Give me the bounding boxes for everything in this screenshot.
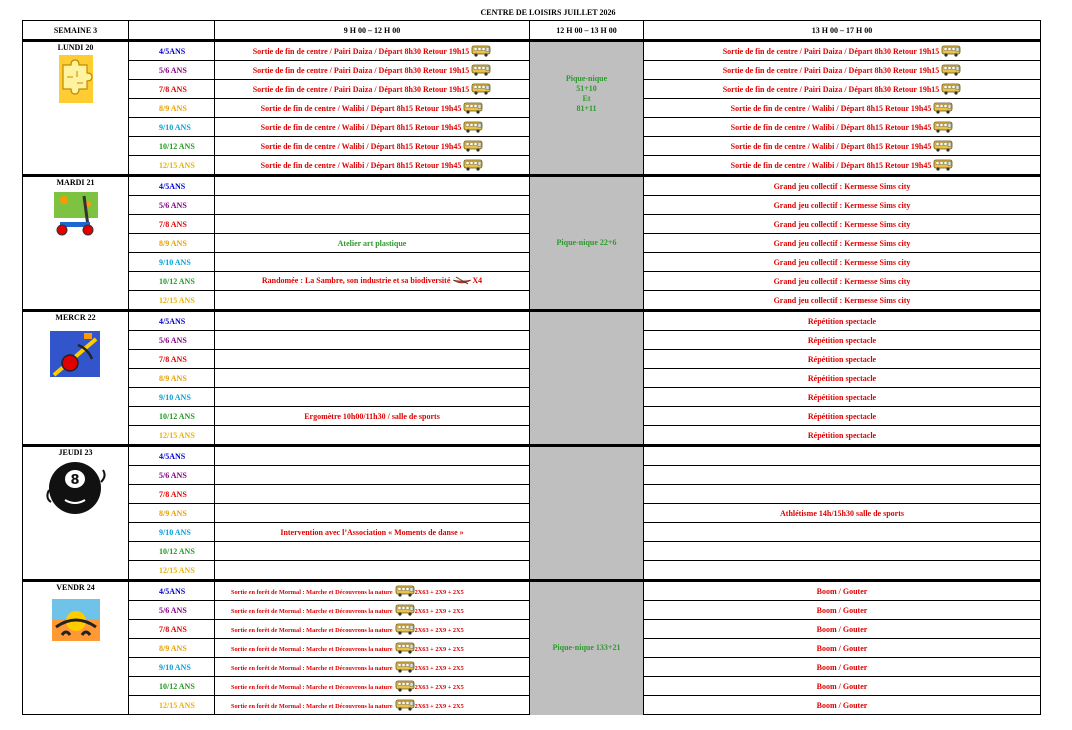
age-group-label: 8/9 ANS xyxy=(129,234,215,253)
morning-activity-text: Sortie en forêt de Mormal : Marche et Découvrons la nature xyxy=(231,608,393,615)
age-group-label: 5/6 ANS xyxy=(129,196,215,215)
morning-activity-text: Ergomètre 10h00/11h30 / salle de sports xyxy=(304,411,440,421)
afternoon-activity xyxy=(644,407,1041,426)
age-group-label: 12/15 ANS xyxy=(129,696,215,715)
age-group-label: 5/6 ANS xyxy=(129,331,215,350)
bus-count-text: 2X63 + 2X9 + 2X5 xyxy=(414,627,464,634)
afternoon-activity-text: Sortie de fin de centre / Pairi Daiza / Départ 8h30 Retour 19h15 xyxy=(722,47,940,56)
day-name: LUNDI 20 xyxy=(57,43,94,52)
morning-activity-text: Sortie en forêt de Mormal : Marche et Découvrons la nature xyxy=(231,665,393,672)
age-group-label: 12/15 ANS xyxy=(129,561,215,581)
afternoon-activity xyxy=(644,466,1041,485)
morning-activity xyxy=(215,156,530,176)
morning-activity xyxy=(215,485,530,504)
age-group-label: 10/12 ANS xyxy=(129,272,215,291)
morning-activity xyxy=(215,253,530,272)
bus-icon xyxy=(395,623,415,635)
morning-activity xyxy=(215,620,530,639)
age-group-label: 7/8 ANS xyxy=(129,350,215,369)
afternoon-activity-text: Grand jeu collectif : Kermesse Sims city xyxy=(773,219,911,229)
roller-skate-icon xyxy=(23,325,128,387)
morning-header: 9 H 00 – 12 H 00 xyxy=(215,21,530,41)
morning-activity xyxy=(215,677,530,696)
lunch-text: 81+11 xyxy=(576,104,597,113)
age-group-label: 4/5ANS xyxy=(129,311,215,331)
morning-activity xyxy=(215,542,530,561)
morning-activity-text: Sortie de fin de centre / Walibi / Départ 8h15 Retour 19h45 xyxy=(260,123,462,132)
afternoon-activity xyxy=(644,176,1041,196)
morning-activity-text: Randomée : La Sambre, son industrie et sa biodiversité xyxy=(261,276,451,285)
age-group-label: 8/9 ANS xyxy=(129,639,215,658)
age-group-label: 12/15 ANS xyxy=(129,426,215,446)
morning-activity-text: Intervention avec l’Association « Moments de danse » xyxy=(280,527,464,537)
afternoon-activity-text: Répétition spectacle xyxy=(807,411,877,421)
afternoon-activity xyxy=(644,253,1041,272)
afternoon-activity xyxy=(644,272,1041,291)
morning-activity xyxy=(215,196,530,215)
bus-count-text: 2X63 + 2X9 + 2X5 xyxy=(414,589,464,596)
morning-activity-text: Sortie de fin de centre / Pairi Daiza / Départ 8h30 Retour 19h15 xyxy=(252,66,470,75)
scooter-icon xyxy=(23,190,128,238)
afternoon-activity-text: Répétition spectacle xyxy=(807,316,877,326)
age-group-label: 9/10 ANS xyxy=(129,253,215,272)
age-group-label: 4/5ANS xyxy=(129,581,215,601)
age-group-label: 7/8 ANS xyxy=(129,215,215,234)
afternoon-activity-text: Boom / Gouter xyxy=(816,681,868,691)
morning-activity xyxy=(215,41,530,61)
eight-ball-icon xyxy=(23,460,128,520)
bus-icon xyxy=(463,159,483,171)
bus-icon xyxy=(395,604,415,616)
afternoon-activity xyxy=(644,41,1041,61)
morning-activity xyxy=(215,466,530,485)
afternoon-activity-text: Sortie de fin de centre / Walibi / Départ 8h15 Retour 19h45 xyxy=(730,123,932,132)
bus-icon xyxy=(933,140,953,152)
age-group-label: 9/10 ANS xyxy=(129,523,215,542)
age-group-label: 10/12 ANS xyxy=(129,677,215,696)
afternoon-activity xyxy=(644,658,1041,677)
lunch-header: 12 H 00 – 13 H 00 xyxy=(530,21,644,41)
morning-activity xyxy=(215,696,530,715)
morning-activity xyxy=(215,369,530,388)
afternoon-activity-text: Grand jeu collectif : Kermesse Sims city xyxy=(773,238,911,248)
puzzle-icon xyxy=(23,55,128,105)
morning-activity-text: Atelier art plastique xyxy=(337,238,407,248)
morning-activity xyxy=(215,561,530,581)
afternoon-activity-text: Boom / Gouter xyxy=(816,586,868,596)
afternoon-activity xyxy=(644,118,1041,137)
afternoon-activity-text: Grand jeu collectif : Kermesse Sims city xyxy=(773,276,911,286)
morning-activity xyxy=(215,504,530,523)
age-group-label: 10/12 ANS xyxy=(129,542,215,561)
morning-activity-text: Sortie de fin de centre / Walibi / Départ 8h15 Retour 19h45 xyxy=(260,142,462,151)
morning-activity xyxy=(215,331,530,350)
afternoon-activity xyxy=(644,601,1041,620)
afternoon-activity xyxy=(644,80,1041,99)
bus-icon xyxy=(471,45,491,57)
morning-activity xyxy=(215,350,530,369)
lunch-cell xyxy=(530,581,644,715)
bus-icon xyxy=(463,102,483,114)
afternoon-activity xyxy=(644,388,1041,407)
afternoon-activity xyxy=(644,504,1041,523)
age-group-label: 8/9 ANS xyxy=(129,504,215,523)
morning-activity xyxy=(215,272,530,291)
age-group-label: 7/8 ANS xyxy=(129,80,215,99)
afternoon-activity-text: Grand jeu collectif : Kermesse Sims city xyxy=(773,257,911,267)
afternoon-activity-text: Sortie de fin de centre / Walibi / Départ 8h15 Retour 19h45 xyxy=(730,142,932,151)
age-group-label: 4/5ANS xyxy=(129,176,215,196)
morning-activity xyxy=(215,215,530,234)
afternoon-activity xyxy=(644,234,1041,253)
morning-activity xyxy=(215,446,530,466)
week-header: SEMAINE 3 xyxy=(23,21,129,41)
bus-icon xyxy=(933,159,953,171)
afternoon-activity-text: Répétition spectacle xyxy=(807,335,877,345)
afternoon-activity xyxy=(644,581,1041,601)
afternoon-activity-text: Grand jeu collectif : Kermesse Sims city xyxy=(773,181,911,191)
afternoon-activity xyxy=(644,620,1041,639)
afternoon-activity xyxy=(644,696,1041,715)
afternoon-activity-text: Grand jeu collectif : Kermesse Sims city xyxy=(773,295,911,305)
age-group-label: 9/10 ANS xyxy=(129,388,215,407)
afternoon-activity xyxy=(644,639,1041,658)
afternoon-activity-text: Sortie de fin de centre / Pairi Daiza / Départ 8h30 Retour 19h15 xyxy=(722,66,940,75)
age-header xyxy=(129,21,215,41)
afternoon-activity xyxy=(644,426,1041,446)
bus-icon xyxy=(463,121,483,133)
lunch-cell xyxy=(530,41,644,176)
morning-activity-text: Sortie en forêt de Mormal : Marche et Découvrons la nature xyxy=(231,703,393,710)
afternoon-activity xyxy=(644,369,1041,388)
age-group-label: 10/12 ANS xyxy=(129,407,215,426)
morning-activity xyxy=(215,523,530,542)
bus-icon xyxy=(941,45,961,57)
day-name: VENDR 24 xyxy=(56,583,95,592)
morning-activity xyxy=(215,61,530,80)
age-group-label: 8/9 ANS xyxy=(129,369,215,388)
morning-activity-text: Sortie de fin de centre / Walibi / Départ 8h15 Retour 19h45 xyxy=(260,104,462,113)
lunch-text: Et xyxy=(582,94,591,103)
lunch-text: Pique-nique 22+6 xyxy=(556,238,617,247)
afternoon-activity xyxy=(644,291,1041,311)
day-name: MERCR 22 xyxy=(55,313,96,322)
morning-activity xyxy=(215,639,530,658)
bus-count-text: 2X63 + 2X9 + 2X5 xyxy=(414,646,464,653)
afternoon-activity-text: Sortie de fin de centre / Pairi Daiza / Départ 8h30 Retour 19h15 xyxy=(722,85,940,94)
morning-activity xyxy=(215,80,530,99)
bus-count-text: 2X63 + 2X9 + 2X5 xyxy=(414,703,464,710)
bus-count-text: 2X63 + 2X9 + 2X5 xyxy=(414,684,464,691)
morning-activity xyxy=(215,407,530,426)
morning-activity xyxy=(215,426,530,446)
afternoon-header: 13 H 00 – 17 H 00 xyxy=(644,21,1041,41)
afternoon-activity-text: Répétition spectacle xyxy=(807,392,877,402)
lunch-cell xyxy=(530,176,644,311)
morning-activity xyxy=(215,291,530,311)
morning-activity-text: Sortie en forêt de Mormal : Marche et Découvrons la nature xyxy=(231,684,393,691)
schedule-row xyxy=(23,41,1041,61)
day-name: MARDI 21 xyxy=(56,178,95,187)
morning-activity xyxy=(215,118,530,137)
morning-activity xyxy=(215,176,530,196)
schedule-row xyxy=(23,581,1041,601)
afternoon-activity-text: Répétition spectacle xyxy=(807,430,877,440)
morning-activity-text: Sortie de fin de centre / Pairi Daiza / Départ 8h30 Retour 19h15 xyxy=(252,85,470,94)
afternoon-activity xyxy=(644,137,1041,156)
bus-icon xyxy=(933,102,953,114)
bus-icon xyxy=(933,121,953,133)
age-group-label: 5/6 ANS xyxy=(129,601,215,620)
afternoon-activity-text: Répétition spectacle xyxy=(807,354,877,364)
age-group-label: 7/8 ANS xyxy=(129,485,215,504)
afternoon-activity xyxy=(644,446,1041,466)
lunch-cell xyxy=(530,446,644,581)
bus-icon xyxy=(395,680,415,692)
morning-activity-text: Sortie de fin de centre / Walibi / Départ 8h15 Retour 19h45 xyxy=(260,161,462,170)
bus-count-text: 2X63 + 2X9 + 2X5 xyxy=(414,665,464,672)
age-group-label: 10/12 ANS xyxy=(129,137,215,156)
canoe-icon xyxy=(452,276,472,286)
morning-activity xyxy=(215,601,530,620)
bus-icon xyxy=(941,83,961,95)
schedule-row xyxy=(23,446,1041,466)
morning-activity-text: Sortie en forêt de Mormal : Marche et Découvrons la nature xyxy=(231,627,393,634)
afternoon-activity xyxy=(644,215,1041,234)
afternoon-activity xyxy=(644,561,1041,581)
age-group-label: 9/10 ANS xyxy=(129,658,215,677)
lunch-cell xyxy=(530,311,644,446)
afternoon-activity xyxy=(644,485,1041,504)
morning-activity xyxy=(215,99,530,118)
afternoon-activity xyxy=(644,523,1041,542)
age-group-label: 4/5ANS xyxy=(129,41,215,61)
afternoon-activity-text: Grand jeu collectif : Kermesse Sims city xyxy=(773,200,911,210)
age-group-label: 9/10 ANS xyxy=(129,118,215,137)
afternoon-activity xyxy=(644,156,1041,176)
morning-activity-text: Sortie en forêt de Mormal : Marche et Découvrons la nature xyxy=(231,646,393,653)
afternoon-activity-text: Boom / Gouter xyxy=(816,643,868,653)
bus-icon xyxy=(395,699,415,711)
age-group-label: 4/5ANS xyxy=(129,446,215,466)
age-group-label: 7/8 ANS xyxy=(129,620,215,639)
afternoon-activity xyxy=(644,331,1041,350)
bus-icon xyxy=(941,64,961,76)
afternoon-activity xyxy=(644,350,1041,369)
day-cell xyxy=(23,176,129,311)
morning-activity xyxy=(215,658,530,677)
bus-count-text: 2X63 + 2X9 + 2X5 xyxy=(414,608,464,615)
schedule-table xyxy=(22,20,1041,715)
afternoon-activity xyxy=(644,99,1041,118)
afternoon-activity xyxy=(644,677,1041,696)
page-title: CENTRE DE LOISIRS JUILLET 2026 xyxy=(480,8,616,17)
bus-icon xyxy=(395,642,415,654)
afternoon-activity xyxy=(644,311,1041,331)
day-cell xyxy=(23,446,129,581)
age-group-label: 5/6 ANS xyxy=(129,466,215,485)
sunset-icon xyxy=(23,595,128,647)
morning-activity-text: Sortie de fin de centre / Pairi Daiza / Départ 8h30 Retour 19h15 xyxy=(252,47,470,56)
day-cell xyxy=(23,311,129,446)
morning-activity-text: Sortie en forêt de Mormal : Marche et Découvrons la nature xyxy=(231,589,393,596)
morning-activity xyxy=(215,234,530,253)
bus-icon xyxy=(471,83,491,95)
bus-icon xyxy=(395,585,415,597)
schedule-row xyxy=(23,311,1041,331)
lunch-text: 51+10 xyxy=(576,84,597,93)
morning-activity xyxy=(215,388,530,407)
afternoon-activity xyxy=(644,542,1041,561)
afternoon-activity-text: Athlétisme 14h/15h30 salle de sports xyxy=(780,508,904,518)
day-cell xyxy=(23,41,129,176)
afternoon-activity-text: Sortie de fin de centre / Walibi / Départ 8h15 Retour 19h45 xyxy=(730,161,932,170)
lunch-text: Pique-nique 133+21 xyxy=(552,643,621,653)
age-group-label: 12/15 ANS xyxy=(129,156,215,176)
svg-text:8: 8 xyxy=(69,473,80,488)
day-cell xyxy=(23,581,129,715)
bus-icon xyxy=(395,661,415,673)
age-group-label: 8/9 ANS xyxy=(129,99,215,118)
lunch-text: Pique-nique xyxy=(565,74,608,83)
schedule-row xyxy=(23,176,1041,196)
day-name: JEUDI 23 xyxy=(58,448,93,457)
morning-activity xyxy=(215,311,530,331)
afternoon-activity-text: Boom / Gouter xyxy=(816,662,868,672)
age-group-label: 5/6 ANS xyxy=(129,61,215,80)
afternoon-activity-text: Boom / Gouter xyxy=(816,700,868,710)
afternoon-activity-text: Boom / Gouter xyxy=(816,605,868,615)
morning-activity xyxy=(215,137,530,156)
afternoon-activity xyxy=(644,61,1041,80)
afternoon-activity xyxy=(644,196,1041,215)
age-group-label: 12/15 ANS xyxy=(129,291,215,311)
afternoon-activity-text: Répétition spectacle xyxy=(807,373,877,383)
header-row xyxy=(23,21,1041,41)
morning-activity xyxy=(215,581,530,601)
bus-icon xyxy=(471,64,491,76)
afternoon-activity-text: Sortie de fin de centre / Walibi / Départ 8h15 Retour 19h45 xyxy=(730,104,932,113)
canoe-count-text: X4 xyxy=(472,276,483,285)
bus-icon xyxy=(463,140,483,152)
afternoon-activity-text: Boom / Gouter xyxy=(816,624,868,634)
